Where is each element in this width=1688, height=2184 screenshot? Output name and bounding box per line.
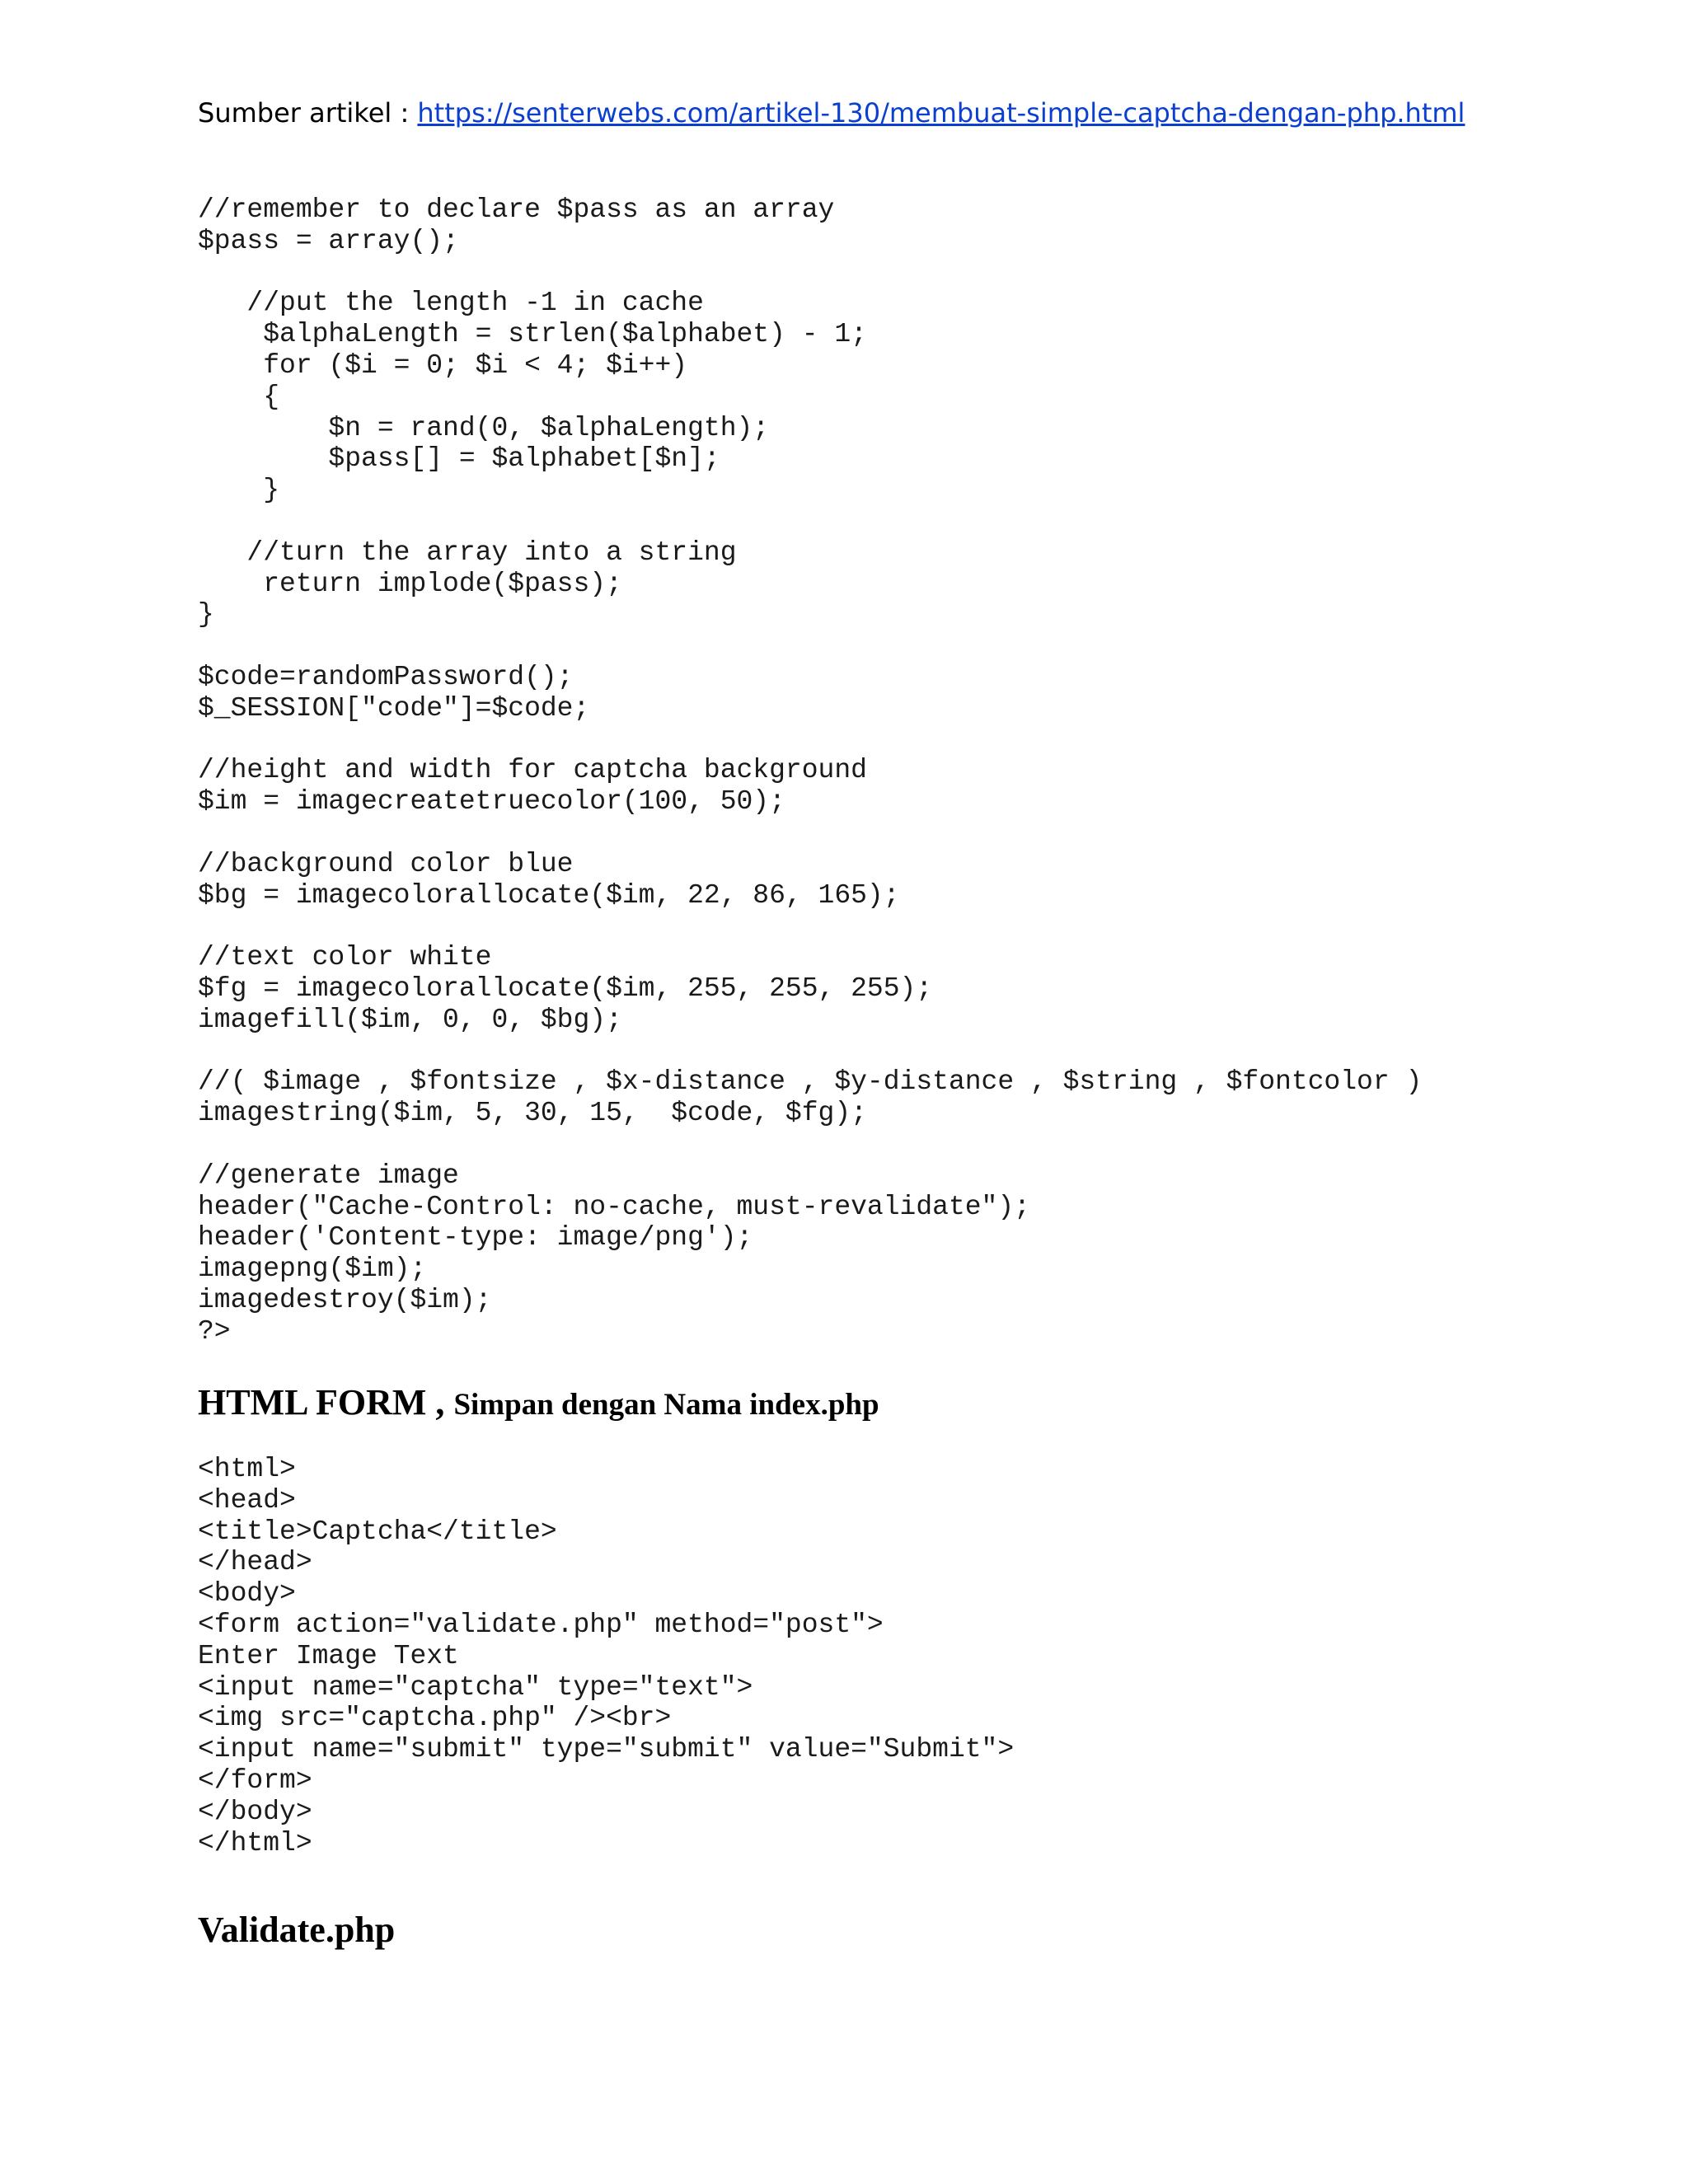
validate-heading: Validate.php [198,1910,396,1950]
html-code-block: <html> <head> <title>Captcha</title> </head> <body> <form action="validate.php" method="post"> Enter Image Text <input name="captcha" type="text"> <img src="captcha.php" /><br> <input name="submit" type="submit" value="Submit"> </form> </body> </html> [198,1454,1015,1858]
html-form-heading-main: HTML FORM , [198,1382,454,1422]
source-link[interactable]: https://senterwebs.com/artikel-130/membuat-simple-captcha-dengan-php.html [417,97,1465,129]
html-form-heading [198,1381,879,1423]
source-label: Sumber artikel : [198,97,418,129]
php-code-block: //remember to declare $pass as an array $pass = array(); //put the length -1 in cache $alphaLength = strlen($alphabet) - 1; for ($i = 0; $i < 4; $i++) { $n = rand(0, $alphaLength); $pass[] = $alphabet[$n]; } //turn the array into a string return implode($pass); } $code=randomPassword(); $_SESSION["code"]=$code; //height and width for captcha background $im = imagecreatetruecolor(100, 50); //background color blue $bg = imagecolorallocate($im, 22, 86, 165); //text color white $fg = imagecolorallocate($im, 255, 255, 255); imagefill($im, 0, 0, $bg); //( $image , $fontsize , $x-distance , $y-distance , $string , $fontcolor ) imagestring($im, 5, 30, 15, $code, $fg); //generate image header("Cache-Control: no-cache, must-revalidate"); header('Content-type: image/png'); imagepng($im); imagedestroy($im); ?> [198,194,1423,1347]
html-form-heading-sub: Simpan dengan Nama index.php [453,1388,879,1422]
source-line [198,97,1465,129]
